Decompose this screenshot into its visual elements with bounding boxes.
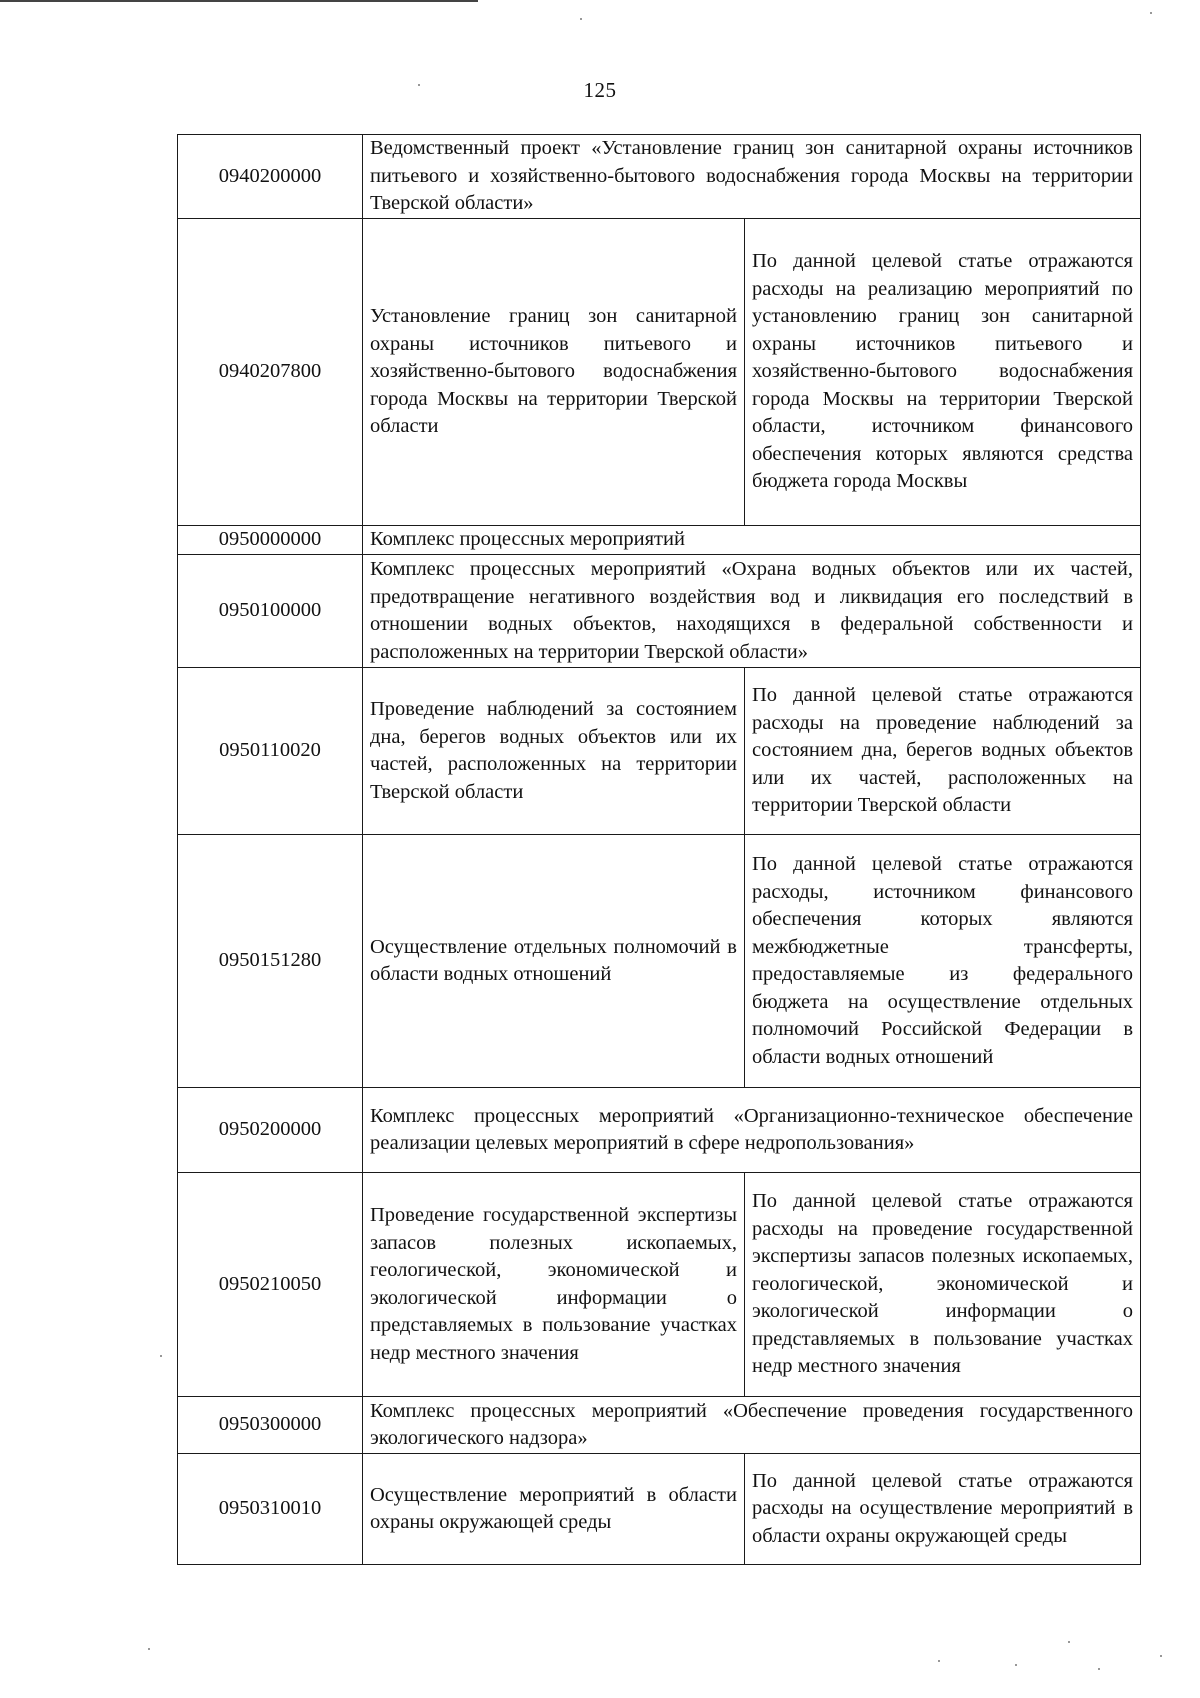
scan-speck [148,1648,150,1650]
table-row [178,1173,1141,1397]
table-row [178,1397,1141,1454]
expense-name-cell: Осуществление мероприятий в области охраны окружающей среды [363,1454,745,1565]
table-row [178,835,1141,1088]
expense-name-cell: Проведение государственной экспертизы запасов полезных ископаемых, геологической, экономической и экологической информации о представляемых в пользование участках недр местного значения [363,1173,745,1397]
expense-description-cell: По данной целевой статье отражаются расходы на проведение наблюдений за состоянием дна, берегов водных объектов или их частей, расположенных на территории Тверской области [745,668,1141,835]
expense-description-cell: По данной целевой статье отражаются расходы на осуществление мероприятий в области охраны окружающей среды [745,1454,1141,1565]
budget-classification-table [177,134,1141,1565]
target-code-cell: 0950300000 [178,1397,363,1454]
target-code-cell: 0950310010 [178,1454,363,1565]
table-row [178,668,1141,835]
expense-description-cell: По данной целевой статье отражаются расходы на проведение государственной экспертизы запасов полезных ископаемых, геологической, экономической и экологической информации о представляемых в пользование участках недр местного значения [745,1173,1141,1397]
scan-speck [1150,12,1152,14]
table-row [178,526,1141,555]
scan-edge-line [0,0,478,2]
target-code-cell: 0950110020 [178,668,363,835]
scan-speck [1098,1668,1100,1670]
scan-speck [580,18,582,20]
target-code-cell: 0940207800 [178,219,363,526]
scan-speck [938,1660,940,1662]
expense-description-cell: По данной целевой статье отражаются расходы на реализацию мероприятий по установлению границ зон санитарной охраны источников питьевого и хозяйственно-бытового водоснабжения города Москвы на территории Тверской области, источником финансового обеспечения которых являются средства бюджета города Москвы [745,219,1141,526]
target-code-cell: 0950151280 [178,835,363,1088]
table-row [178,219,1141,526]
expense-description-cell: По данной целевой статье отражаются расходы, источником финансового обеспечения которых являются межбюджетные трансферты, предоставляемые из федерального бюджета на осуществление отдельных полномочий Российской Федерации в области водных отношений [745,835,1141,1088]
scan-speck [160,1355,162,1357]
scan-speck [418,84,420,86]
table-row [178,1454,1141,1565]
table-row [178,135,1141,219]
expense-name-cell: Проведение наблюдений за состоянием дна, берегов водных объектов или их частей, расположенных на территории Тверской области [363,668,745,835]
program-title-cell: Ведомственный проект «Установление границ зон санитарной охраны источников питьевого и хозяйственно-бытового водоснабжения города Москвы на территории Тверской области» [363,135,1141,219]
page-number: 125 [583,78,617,102]
table-row [178,555,1141,668]
expense-name-cell: Осуществление отдельных полномочий в области водных отношений [363,835,745,1088]
target-code-cell: 0950100000 [178,555,363,668]
program-title-cell: Комплекс процессных мероприятий [363,526,1141,555]
table-row [178,1088,1141,1173]
scan-speck [1068,1641,1070,1643]
program-title-cell: Комплекс процессных мероприятий «Организационно-техническое обеспечение реализации целевых мероприятий в сфере недропользования» [363,1088,1141,1173]
expense-name-cell: Установление границ зон санитарной охраны источников питьевого и хозяйственно-бытового водоснабжения города Москвы на территории Тверской области [363,219,745,526]
program-title-cell: Комплекс процессных мероприятий «Охрана водных объектов или их частей, предотвращение негативного воздействия вод и ликвидация его последствий в отношении водных объектов, находящихся в федеральной собственности и расположенных на территории Тверской области» [363,555,1141,668]
target-code-cell: 0950210050 [178,1173,363,1397]
target-code-cell: 0940200000 [178,135,363,219]
target-code-cell: 0950200000 [178,1088,363,1173]
target-code-cell: 0950000000 [178,526,363,555]
scan-speck [1160,1655,1162,1657]
program-title-cell: Комплекс процессных мероприятий «Обеспечение проведения государственного экологического надзора» [363,1397,1141,1454]
scan-speck [1015,1664,1017,1666]
